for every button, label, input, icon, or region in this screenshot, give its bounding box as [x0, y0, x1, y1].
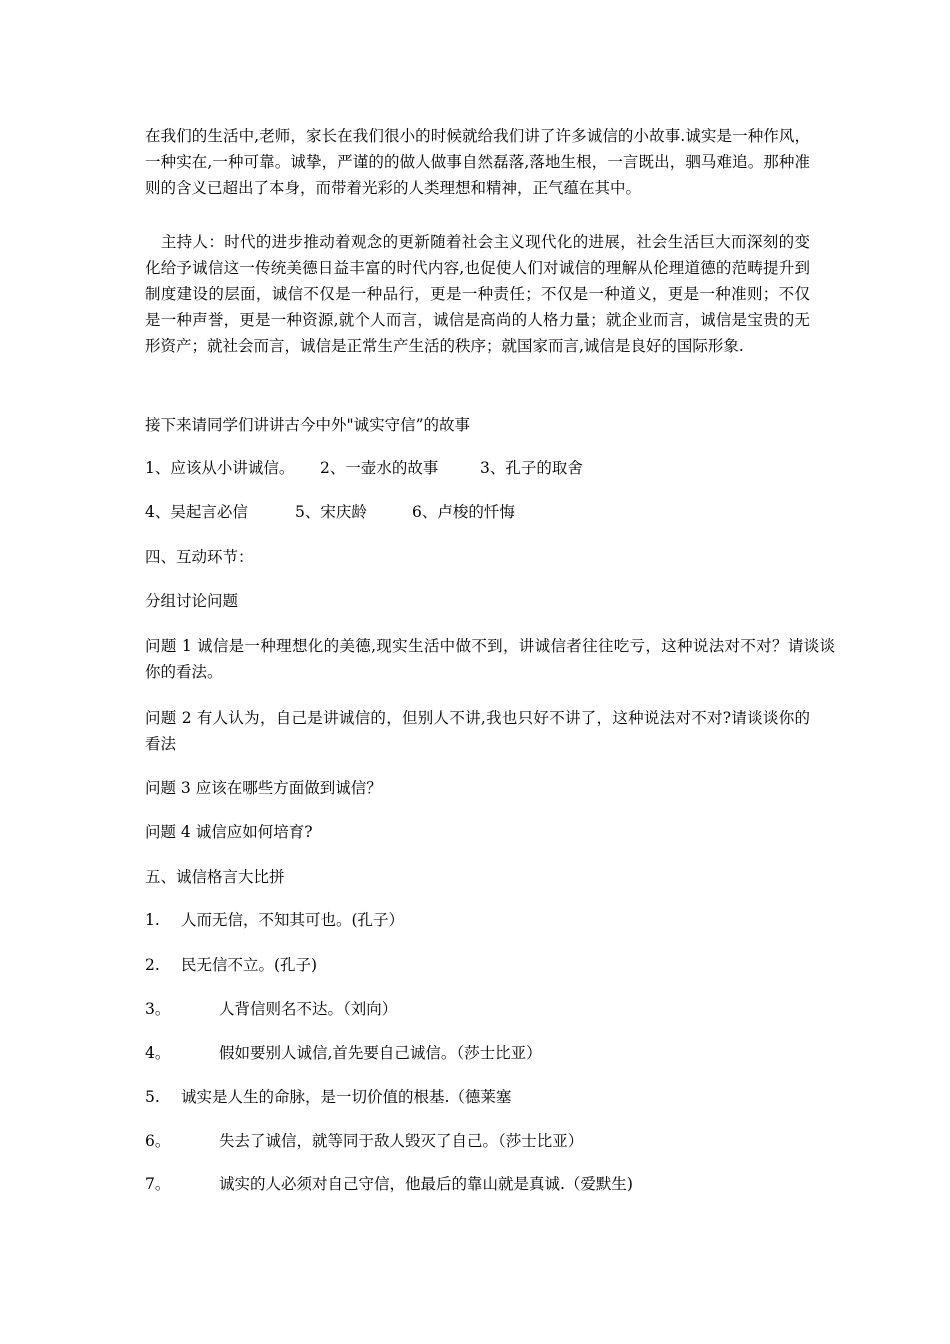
- quote-text: 人背信则名不达。（刘向）: [219, 1000, 398, 1018]
- story-item: 3、孔子的取舍: [480, 459, 583, 477]
- story-item: 4、吴起言必信: [145, 503, 248, 521]
- intro-paragraph: 在我们的生活中,老师，家长在我们很小的时候就给我们讲了许多诚信的小故事.诚实是一种作风，一种实在,一种可靠。诚挚，严谨的的做人做事自然磊落,落地生根，一言既出，驷马难追。那种准则的含义已超出了本身，而带着光彩的人类理想和精神，正气蕴在其中。: [145, 127, 810, 197]
- story-item: 2、一壶水的故事: [320, 459, 439, 477]
- question-2: 问题 2 有人认为，自己是讲诚信的，但别人不讲,我也只好不讲了，这种说法对不对?请谈谈你的看法: [145, 709, 810, 753]
- quote-text: 人而无信，不知其可也。(孔子）: [181, 911, 405, 929]
- quote-number: 2.: [145, 956, 160, 974]
- quote-number: 3。: [145, 1000, 171, 1018]
- quote-number: 6。: [145, 1132, 171, 1150]
- quote-text: 民无信不立。(孔子): [181, 956, 318, 974]
- story-item: 6、卢梭的忏悔: [412, 503, 515, 521]
- host-paragraph: 主持人：时代的进步推动着观念的更新随着社会主义现代化的进展，社会生活巨大而深刻的变化给予诚信这一传统美德日益丰富的时代内容,也促使人们对诚信的理解从伦理道德的范畴提升到制度建设的层面，诚信不仅是一种品行，更是一种责任；不仅是一种道义，更是一种准则；不仅是一种声誉，更是一种资源,就个人而言，诚信是高尚的人格力量；就企业而言，诚信是宝贵的无形资产；就社会而言，诚信是正常生产生活的秩序；就国家而言,诚信是良好的国际形象.: [145, 233, 810, 355]
- quote-text: 假如要别人诚信,首先要自己诚信。（莎士比亚）: [219, 1044, 542, 1062]
- question-3: 问题 3 应该在哪些方面做到诚信？: [145, 779, 382, 797]
- stories-intro: 接下来请同学们讲讲古今中外"诚实守信”的故事: [145, 416, 471, 434]
- quote-text: 诚实是人生的命脉，是一切价值的根基.（德莱塞: [181, 1088, 512, 1106]
- quote-text: 诚实的人必须对自己守信，他最后的靠山就是真诚.（爱默生): [219, 1175, 633, 1193]
- quote-number: 7。: [145, 1175, 171, 1193]
- quote-number: 4。: [145, 1044, 171, 1062]
- question-4: 问题 4 诚信应如何培育?: [145, 823, 313, 841]
- question-1: 问题 1 诚信是一种理想化的美德,现实生活中做不到，讲诚信者往往吃亏，这种说法对不对？请谈谈你的看法。: [145, 637, 835, 681]
- section-heading-quotes: 五、诚信格言大比拼: [145, 868, 285, 886]
- story-item: 5、宋庆龄: [295, 503, 367, 521]
- quote-number: 5.: [145, 1088, 160, 1106]
- story-item: 1、应该从小讲诚信。: [145, 459, 295, 477]
- section-subheading: 分组讨论问题: [145, 592, 239, 610]
- quote-number: 1.: [145, 911, 160, 929]
- quote-text: 失去了诚信，就等同于敌人毁灭了自己。（莎士比亚）: [219, 1132, 584, 1150]
- section-heading-interaction: 四、互动环节：: [145, 548, 254, 566]
